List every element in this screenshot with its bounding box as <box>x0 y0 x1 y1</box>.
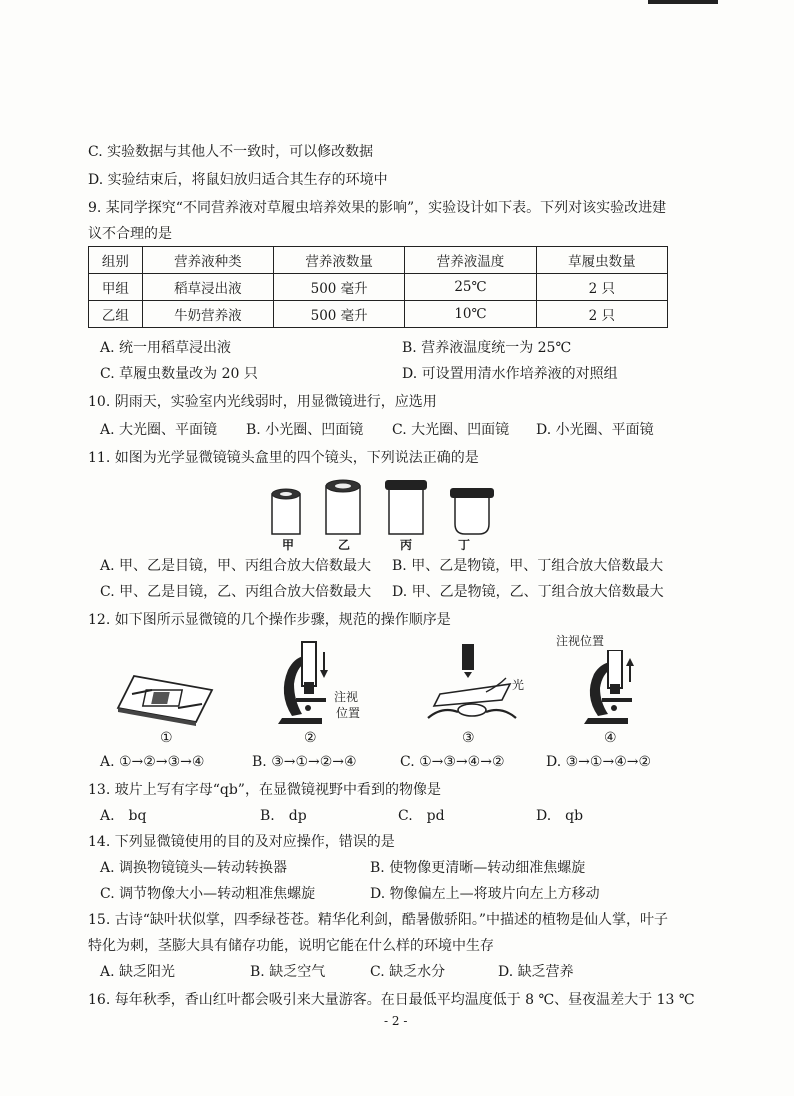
step2-microscope-icon <box>272 638 336 730</box>
step-label-2: ② <box>304 730 317 746</box>
page-number: - 2 - <box>384 1014 408 1028</box>
annot-weizhi: 位置 <box>336 706 361 720</box>
q15-stem-1: 15. 古诗“缺叶状似掌，四季绿苍苍。精华化利剑，酷暑傲骄阳。”中描述的植物是仙人掌，叶子 <box>88 912 669 928</box>
table-cell: 2 只 <box>536 274 667 301</box>
table-cell: 乙组 <box>89 301 143 328</box>
q9-stem-1: 9. 某同学探究“不同营养液对草履虫培养效果的影响”，实验设计如下表。下列对该实验改进建 <box>88 200 667 216</box>
q11-option-a: A. 甲、乙是目镜，甲、丙组合放大倍数最大 <box>100 558 372 574</box>
table-header: 组别 <box>89 247 143 274</box>
lens-ding-icon <box>450 488 494 534</box>
q15-option-b: B. 缺乏空气 <box>250 964 326 980</box>
q11-option-c: C. 甲、乙是目镜，乙、丙组合放大倍数最大 <box>100 584 372 600</box>
q15-option-a: A. 缺乏阳光 <box>100 964 176 980</box>
q10-option-b: B. 小光圈、凹面镜 <box>246 422 364 438</box>
table-header-row <box>89 247 668 274</box>
table-cell: 牛奶营养液 <box>142 301 273 328</box>
table-row <box>89 274 668 301</box>
q12-stem: 12. 如下图所示显微镜的几个操作步骤，规范的操作顺序是 <box>88 612 451 628</box>
q10-option-d: D. 小光圈、平面镜 <box>536 422 654 438</box>
q12-option-a: A. ①→②→③→④ <box>100 754 205 770</box>
q15-stem-2: 特化为刺，茎膨大具有储存功能，说明它能在什么样的环境中生存 <box>88 938 494 954</box>
q10-option-a: A. 大光圈、平面镜 <box>100 422 218 438</box>
q15-option-c: C. 缺乏水分 <box>370 964 446 980</box>
q9-stem-2: 议不合理的是 <box>88 226 172 242</box>
q13-option-a: A. bq <box>100 808 147 824</box>
table-header: 营养液数量 <box>274 247 405 274</box>
table-row <box>89 301 668 328</box>
q16-stem: 16. 每年秋季，香山红叶都会吸引来大量游客。在日最低平均温度低于 8 ℃、昼夜温差大于 13 ℃ <box>88 992 695 1008</box>
step-label-4: ④ <box>604 730 617 746</box>
step4-microscope-icon <box>578 650 642 730</box>
step-label-3: ③ <box>462 730 475 746</box>
q11-option-b: B. 甲、乙是物镜，甲、丁组合放大倍数最大 <box>392 558 664 574</box>
q13-option-c: C. pd <box>398 808 445 824</box>
table-cell: 甲组 <box>89 274 143 301</box>
q15-option-d: D. 缺乏营养 <box>498 964 574 980</box>
table-cell: 10℃ <box>405 301 536 328</box>
step1-slide-icon <box>112 672 220 728</box>
q13-option-b: B. dp <box>260 808 307 824</box>
q14-option-c: C. 调节物像大小—转动粗准焦螺旋 <box>100 886 316 902</box>
q12-option-b: B. ③→①→②→④ <box>252 754 357 770</box>
table-cell: 2 只 <box>536 301 667 328</box>
annot-zhushi-weizhi: 注视位置 <box>556 634 605 648</box>
lens-yi-icon <box>326 480 360 534</box>
q13-stem: 13. 玻片上写有字母“qb”，在显微镜视野中看到的物像是 <box>88 782 441 798</box>
lens-label-bing: 丙 <box>400 538 413 552</box>
q8-option-d: D. 实验结束后，将鼠妇放归适合其生存的环境中 <box>88 172 388 188</box>
table-cell: 500 毫升 <box>274 301 405 328</box>
lens-label-yi: 乙 <box>338 538 351 552</box>
top-mark <box>648 0 718 4</box>
q10-stem: 10. 阴雨天，实验室内光线弱时，用显微镜进行，应选用 <box>88 394 437 410</box>
table-cell: 稻草浸出液 <box>142 274 273 301</box>
table-header: 营养液种类 <box>142 247 273 274</box>
q14-option-a: A. 调换物镜镜头—转动转换器 <box>100 860 288 876</box>
lens-bing-icon <box>385 480 427 534</box>
q13-option-d: D. qb <box>536 808 584 824</box>
q9-option-c: C. 草履虫数量改为 20 只 <box>100 366 258 382</box>
q8-option-c: C. 实验数据与其他人不一致时，可以修改数据 <box>88 144 374 160</box>
annot-guang: 光 <box>512 678 525 692</box>
step-label-1: ① <box>160 730 173 746</box>
lens-jia-icon <box>272 489 300 534</box>
q12-option-c: C. ①→③→④→② <box>400 754 505 770</box>
q14-stem: 14. 下列显微镜使用的目的及对应操作，错误的是 <box>88 834 395 850</box>
lens-figure <box>262 476 502 538</box>
q9-option-d: D. 可设置用清水作培养液的对照组 <box>402 366 618 382</box>
table-cell: 500 毫升 <box>274 274 405 301</box>
q9-option-b: B. 营养液温度统一为 25℃ <box>402 340 572 356</box>
table-header: 营养液温度 <box>405 247 536 274</box>
q10-option-c: C. 大光圈、凹面镜 <box>392 422 510 438</box>
table-cell: 25℃ <box>405 274 536 301</box>
q11-stem: 11. 如图为光学显微镜镜头盒里的四个镜头，下列说法正确的是 <box>88 450 479 466</box>
q12-option-d: D. ③→①→④→② <box>546 754 652 770</box>
experiment-table <box>88 246 668 328</box>
table-header: 草履虫数量 <box>536 247 667 274</box>
q14-option-d: D. 物像偏左上—将玻片向左上方移动 <box>370 886 600 902</box>
step3-mirror-icon <box>424 640 524 730</box>
q14-option-b: B. 使物像更清晰—转动细准焦螺旋 <box>370 860 586 876</box>
lens-label-ding: 丁 <box>458 538 471 552</box>
q9-option-a: A. 统一用稻草浸出液 <box>100 340 232 356</box>
lens-label-jia: 甲 <box>282 538 295 552</box>
annot-zhushi: 注视 <box>334 690 359 704</box>
q11-option-d: D. 甲、乙是物镜，乙、丁组合放大倍数最大 <box>392 584 664 600</box>
